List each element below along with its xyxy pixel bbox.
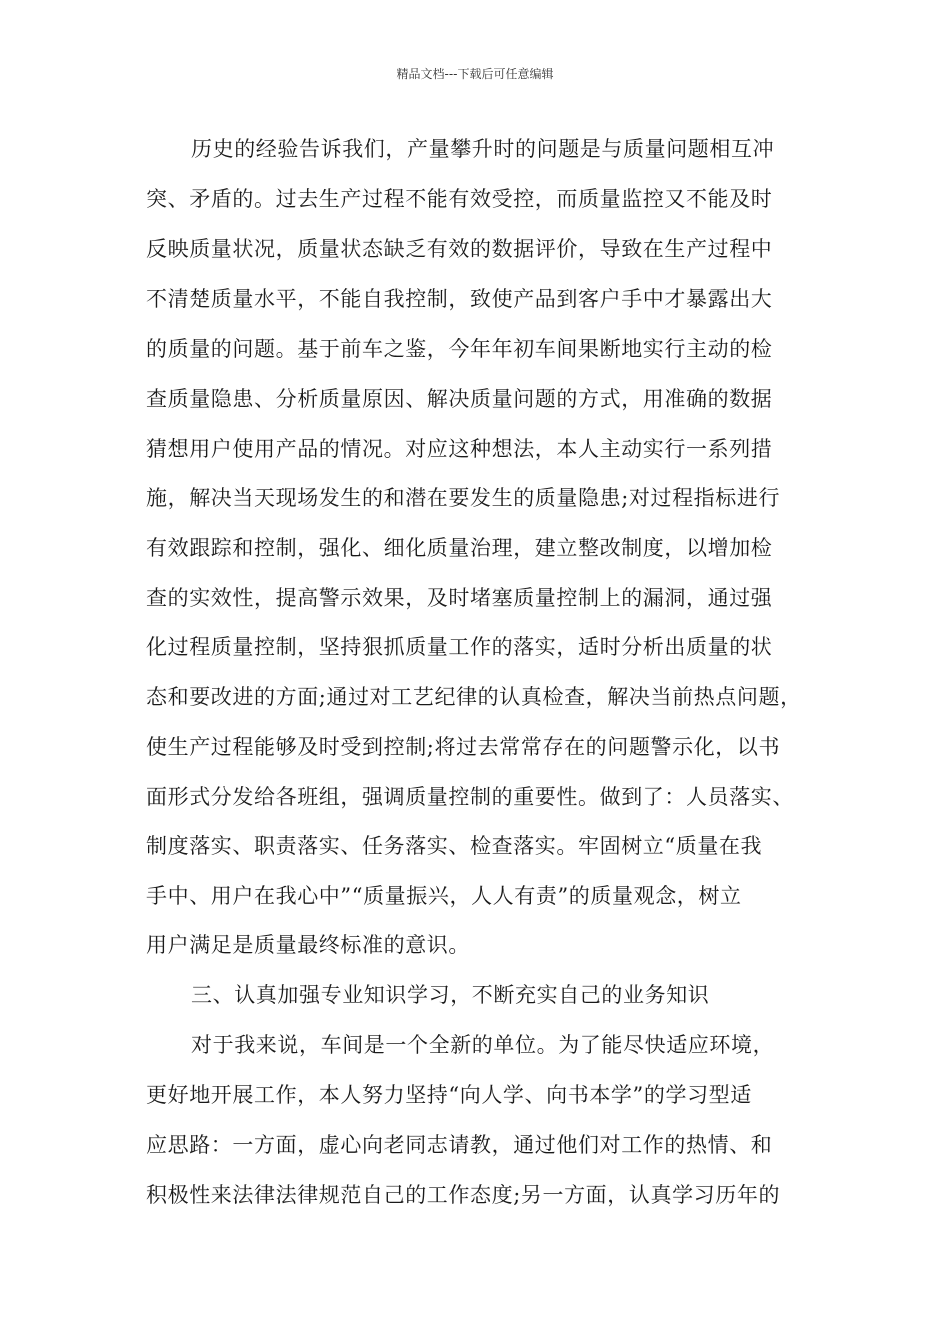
paragraph-line: 查质量隐患、分析质量原因、解决质量问题的方式，用准确的数据 xyxy=(146,387,773,411)
paragraph-line: 应思路：一方面，虚心向老同志请教，通过他们对工作的热情、和 xyxy=(146,1133,773,1157)
paragraph-line: 猜想用户使用产品的情况。对应这种想法，本人主动实行一系列措 xyxy=(146,437,773,461)
paragraph-line: 查的实效性，提高警示效果，及时堵塞质量控制上的漏洞，通过强 xyxy=(146,586,773,610)
paragraph-line: 态和要改进的方面;通过对工艺纪律的认真检查，解决当前热点问题， xyxy=(146,685,802,709)
paragraph-line: 手中、用户在我心中”“质量振兴，人人有责”的质量观念，树立 xyxy=(146,884,742,908)
paragraph-line: 有效跟踪和控制，强化、细化质量治理，建立整改制度，以增加检 xyxy=(146,536,773,560)
paragraph-line: 使生产过程能够及时受到控制;将过去常常存在的问题警示化，以书 xyxy=(146,735,781,759)
paragraph-line: 历史的经验告诉我们，产量攀升时的问题是与质量问题相互冲 xyxy=(191,137,775,161)
paragraph-line: 反映质量状况，质量状态缺乏有效的数据评价，导致在生产过程中 xyxy=(146,237,773,261)
paragraph-line: 对于我来说，车间是一个全新的单位。为了能尽快适应环境， xyxy=(191,1033,775,1057)
section-heading: 三、认真加强专业知识学习，不断充实自己的业务知识 xyxy=(191,983,710,1007)
paragraph-line: 面形式分发给各班组，强调质量控制的重要性。做到了：人员落实、 xyxy=(146,785,794,809)
paragraph-line: 积极性来法律法律规范自己的工作态度;另一方面，认真学习历年的 xyxy=(146,1183,781,1207)
paragraph-line: 制度落实、职责落实、任务落实、检查落实。牢固树立“质量在我 xyxy=(146,834,763,858)
paragraph-line: 施，解决当天现场发生的和潜在要发生的质量隐患;对过程指标进行 xyxy=(146,486,781,510)
paragraph-line: 更好地开展工作，本人努力坚持“向人学、向书本学”的学习型适 xyxy=(146,1083,752,1107)
paragraph-line: 用户满足是质量最终标准的意识。 xyxy=(146,933,470,957)
paragraph-line: 的质量的问题。基于前车之鉴，今年年初车间果断地实行主动的检 xyxy=(146,337,773,361)
page-header: 精品文档---下载后可任意编辑 xyxy=(396,67,554,81)
paragraph-line: 突、矛盾的。过去生产过程不能有效受控，而质量监控又不能及时 xyxy=(146,187,773,211)
paragraph-line: 不清楚质量水平，不能自我控制，致使产品到客户手中才暴露出大 xyxy=(146,287,773,311)
paragraph-line: 化过程质量控制，坚持狠抓质量工作的落实，适时分析出质量的状 xyxy=(146,635,773,659)
